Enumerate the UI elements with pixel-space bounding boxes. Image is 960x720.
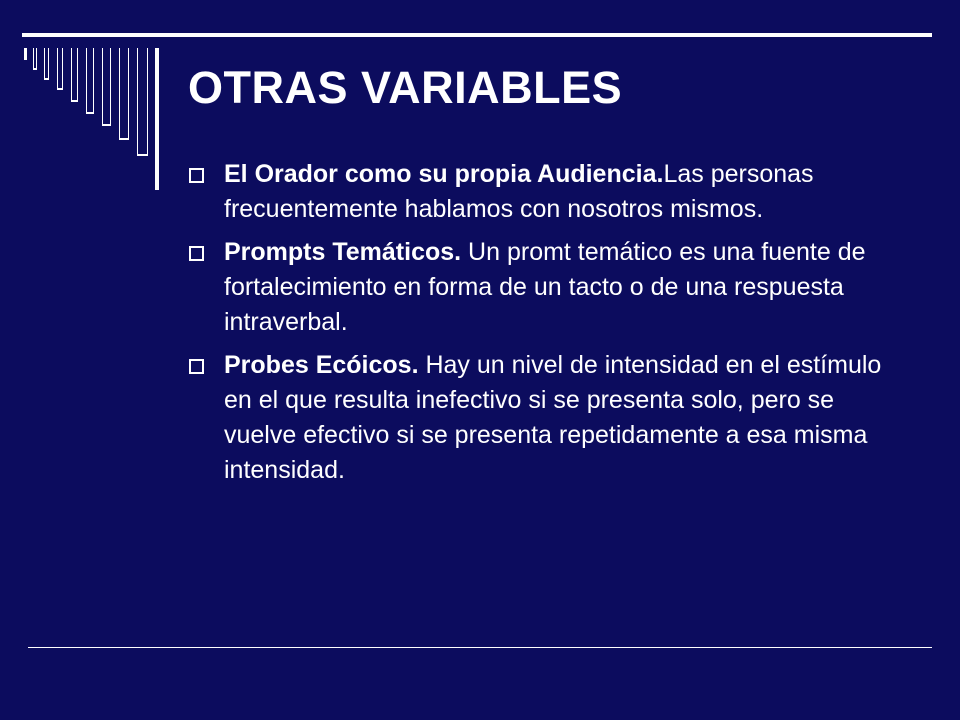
bullet-item xyxy=(188,157,908,227)
bullet-text: Hay un nivel de intensidad en el estímulo en el que resulta inefectivo si se presenta solo, pero se vuelve efectivo si se presenta repetidamente a esa misma intensidad. xyxy=(224,351,882,484)
bullet-item xyxy=(188,235,908,340)
top-divider xyxy=(22,33,932,37)
bullet-text: Un promt temático es una fuente de fortalecimiento en forma de un tacto o de una respuesta intraverbal. xyxy=(224,238,866,336)
bullet-text: Las personas frecuentemente hablamos con nosotros mismos. xyxy=(224,160,814,223)
hollow-square-icon xyxy=(189,168,204,183)
hollow-square-icon xyxy=(189,359,204,374)
bullet-heading: El Orador como su propia Audiencia. xyxy=(224,160,664,188)
bullet-list xyxy=(188,157,908,496)
hollow-square-icon xyxy=(189,246,204,261)
bullet-heading: Prompts Temáticos. xyxy=(224,238,462,266)
slide-title: OTRAS VARIABLES xyxy=(188,62,623,113)
bullet-item xyxy=(188,348,908,488)
bottom-divider xyxy=(28,647,932,648)
vertical-stripes-graphic xyxy=(0,0,170,200)
bullet-heading: Probes Ecóicos. xyxy=(224,351,419,379)
